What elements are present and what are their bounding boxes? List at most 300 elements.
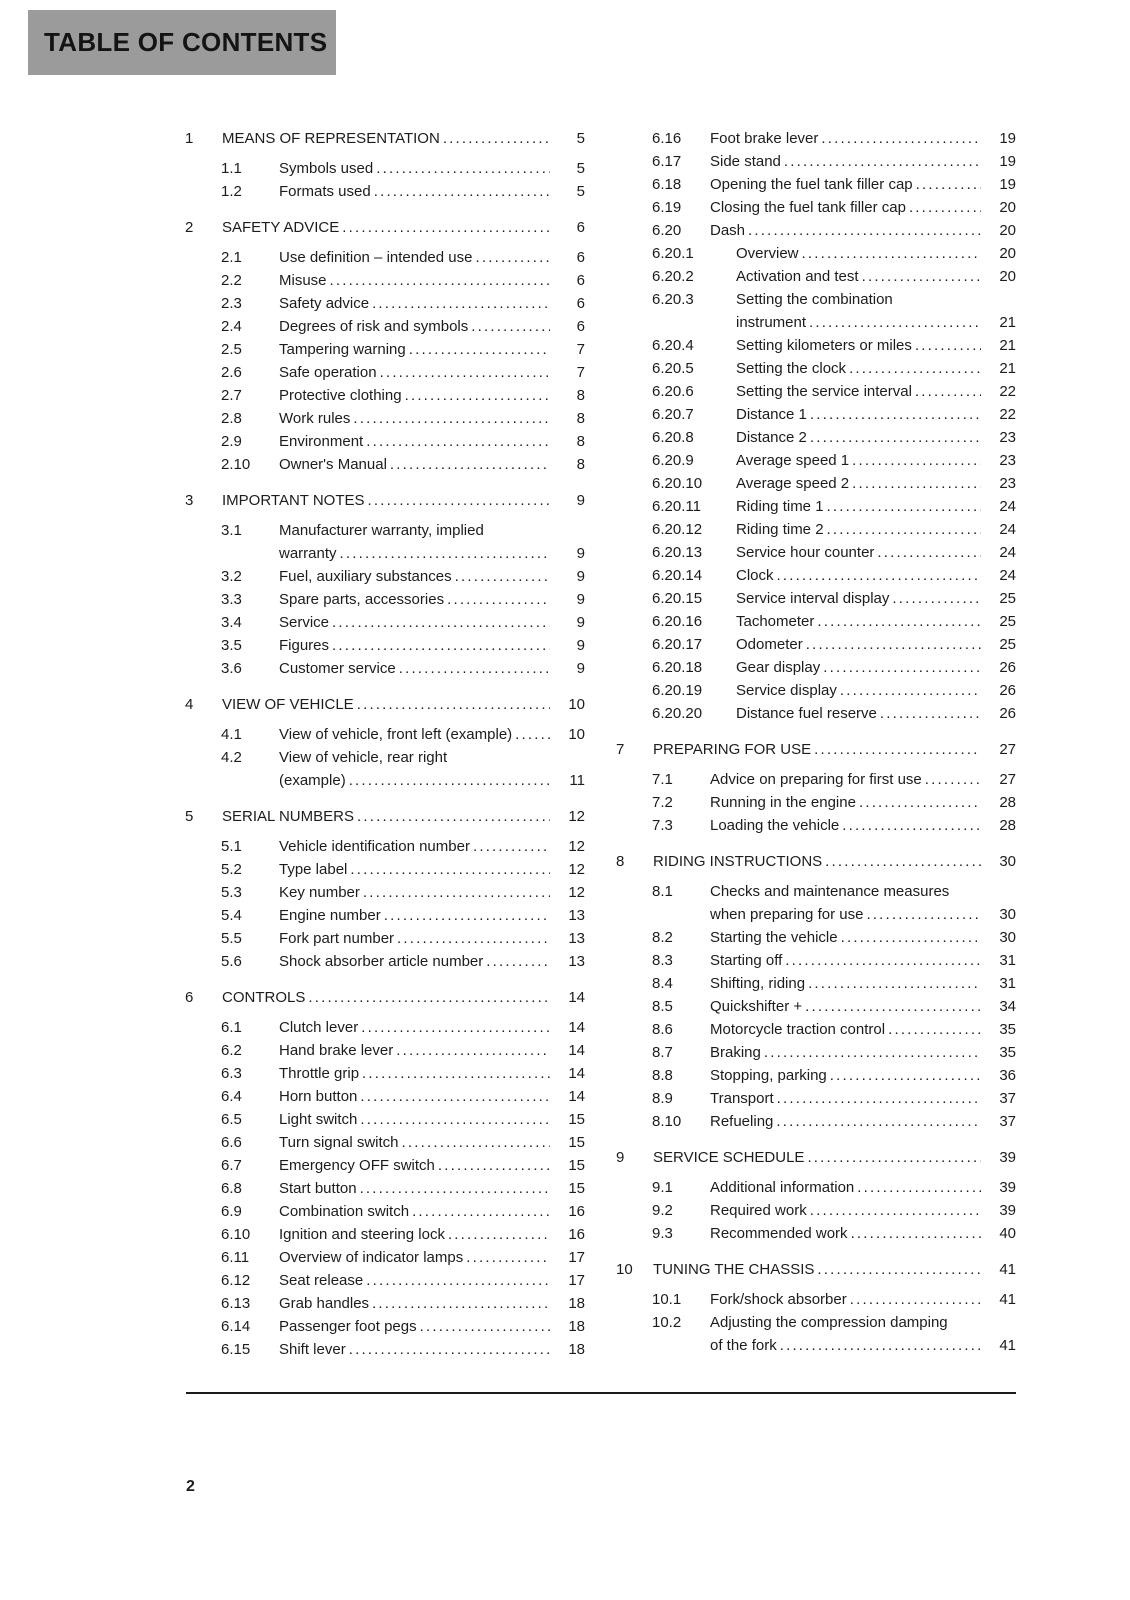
entry-title-block [222, 693, 585, 716]
entry-title: Start button [279, 1180, 357, 1197]
toc-section-entry [185, 1131, 585, 1154]
toc-chapter-entry [185, 216, 585, 239]
entry-title: Protective clothing [279, 387, 402, 404]
entry-page-number: 12 [568, 861, 585, 878]
entry-dot-leader [373, 157, 550, 180]
entry-last-line [736, 242, 1016, 265]
entry-page-number: 15 [568, 1157, 585, 1174]
entry-dot-leader [381, 904, 550, 927]
entry-page-number: 12 [568, 838, 585, 855]
entry-page-number: 41 [999, 1291, 1016, 1308]
entry-title-block [279, 1292, 585, 1315]
entry-dot-leader [838, 926, 981, 949]
entry-number: 6.20.10 [652, 475, 703, 492]
entry-page-number: 13 [568, 953, 585, 970]
entry-last-line [736, 472, 1016, 495]
entry-dot-leader [329, 634, 550, 657]
entry-page-number: 6 [576, 219, 585, 236]
toc-section-entry [616, 403, 1016, 426]
entry-last-line [279, 1131, 585, 1154]
entry-number: 10.2 [652, 1314, 682, 1331]
entry-title: warranty [279, 545, 337, 562]
entry-title-block [279, 1338, 585, 1361]
entry-title: Recommended work [710, 1225, 848, 1242]
entry-page-number: 30 [999, 853, 1016, 870]
entry-last-line [222, 805, 585, 828]
entry-title-block [736, 357, 1016, 380]
entry-page-number: 35 [999, 1021, 1016, 1038]
entry-number: 3 [185, 492, 194, 509]
entry-dot-leader [837, 679, 981, 702]
entry-page-number: 18 [568, 1318, 585, 1335]
entry-title: Fork/shock absorber [710, 1291, 847, 1308]
entry-title-block [653, 738, 1016, 761]
entry-last-line [736, 633, 1016, 656]
entry-number: 7 [616, 741, 625, 758]
entry-title: Odometer [736, 636, 803, 653]
entry-title: PREPARING FOR USE [653, 741, 812, 758]
entry-dot-leader [848, 1222, 981, 1245]
entry-dot-leader [782, 949, 981, 972]
entry-title: Setting the service interval [736, 383, 912, 400]
entry-title: View of vehicle, front left (example) [279, 726, 513, 743]
entry-dot-leader [369, 1292, 550, 1315]
entry-number: 8.2 [652, 929, 673, 946]
entry-title-block [710, 1110, 1016, 1133]
toc-section-entry [616, 472, 1016, 495]
entry-number: 8.8 [652, 1067, 673, 1084]
entry-title-block [736, 380, 1016, 403]
entry-dot-leader [912, 334, 981, 357]
entry-dot-leader [807, 426, 981, 449]
entry-last-line [736, 334, 1016, 357]
toc-section-entry [616, 334, 1016, 357]
entry-title: Transport [710, 1090, 774, 1107]
entry-dot-leader [745, 219, 981, 242]
entry-number: 6.20.6 [652, 383, 694, 400]
entry-title: Refueling [710, 1113, 774, 1130]
toc-section-entry [185, 338, 585, 361]
entry-title: SERVICE SCHEDULE [653, 1149, 805, 1166]
entry-last-line [279, 157, 585, 180]
toc-section-entry [616, 518, 1016, 541]
entry-last-line [279, 1269, 585, 1292]
entry-title-block [710, 972, 1016, 995]
entry-last-line [279, 769, 585, 792]
toc-column-left [185, 127, 585, 1361]
entry-last-line [710, 1288, 1016, 1311]
entry-title: Spare parts, accessories [279, 591, 445, 608]
entry-page-number: 6 [576, 272, 585, 289]
entry-page-number: 36 [999, 1067, 1016, 1084]
entry-last-line [736, 495, 1016, 518]
entry-page-number: 8 [576, 410, 585, 427]
entry-last-line [710, 1018, 1016, 1041]
entry-page-number: 23 [999, 475, 1016, 492]
toc-section-entry [185, 180, 585, 203]
entry-page-number: 8 [576, 387, 585, 404]
entry-title: Distance 1 [736, 406, 807, 423]
entry-dot-leader [804, 1146, 981, 1169]
entry-number: 6.20.5 [652, 360, 694, 377]
entry-title-block [710, 949, 1016, 972]
entry-title: Key number [279, 884, 360, 901]
entry-dot-leader [849, 449, 981, 472]
entry-last-line [279, 269, 585, 292]
entry-number: 8.4 [652, 975, 673, 992]
entry-last-line [279, 384, 585, 407]
toc-section-entry [616, 1176, 1016, 1199]
entry-number: 6.18 [652, 176, 682, 193]
entry-page-number: 9 [576, 637, 585, 654]
entry-number: 6.20.19 [652, 682, 703, 699]
entry-last-line [653, 850, 1016, 873]
entry-title: TUNING THE CHASSIS [653, 1261, 815, 1278]
entry-dot-leader [806, 311, 981, 334]
entry-page-number: 21 [999, 337, 1016, 354]
entry-title-line: View of vehicle, rear right [279, 749, 448, 766]
entry-page-number: 5 [576, 160, 585, 177]
toc-section-entry [616, 1018, 1016, 1041]
toc-section-entry [616, 679, 1016, 702]
entry-page-number: 21 [999, 360, 1016, 377]
entry-title: Throttle grip [279, 1065, 360, 1082]
entry-number: 6.9 [221, 1203, 242, 1220]
entry-dot-leader [399, 1131, 551, 1154]
entry-dot-leader [913, 173, 981, 196]
entry-title-block [279, 453, 585, 476]
entry-title-block [710, 995, 1016, 1018]
entry-number: 5.1 [221, 838, 242, 855]
entry-title-block [222, 127, 585, 150]
entry-number: 6.20.17 [652, 636, 703, 653]
entry-last-line [279, 1292, 585, 1315]
toc-section-entry [616, 426, 1016, 449]
entry-title: Fork part number [279, 930, 395, 947]
entry-dot-leader [799, 242, 981, 265]
entry-dot-leader [371, 180, 550, 203]
entry-number: 10.1 [652, 1291, 682, 1308]
entry-page-number: 19 [999, 153, 1016, 170]
entry-last-line [222, 216, 585, 239]
toc-section-entry [616, 972, 1016, 995]
entry-last-line [710, 814, 1016, 837]
entry-title-block [710, 1311, 1016, 1357]
entry-page-number: 9 [576, 614, 585, 631]
entry-last-line [736, 564, 1016, 587]
entry-title: Shift lever [279, 1341, 346, 1358]
entry-last-line [279, 1108, 585, 1131]
entry-title: Stopping, parking [710, 1067, 827, 1084]
entry-number: 6.15 [221, 1341, 251, 1358]
entry-last-line [279, 1154, 585, 1177]
entry-dot-leader [773, 1110, 981, 1133]
toc-section-entry [185, 384, 585, 407]
entry-title-block [653, 1146, 1016, 1169]
entry-dot-leader [774, 564, 981, 587]
entry-title-block [279, 881, 585, 904]
entry-dot-leader [406, 338, 550, 361]
entry-title-block [653, 850, 1016, 873]
entry-title-block [279, 1223, 585, 1246]
entry-dot-leader [369, 292, 550, 315]
entry-title: Average speed 2 [736, 475, 850, 492]
entry-last-line [736, 587, 1016, 610]
entry-page-number: 41 [999, 1337, 1016, 1354]
entry-number: 2.8 [221, 410, 242, 427]
entry-dot-leader [781, 150, 981, 173]
entry-title: Engine number [279, 907, 381, 924]
entry-title-block [279, 1269, 585, 1292]
entry-title: Misuse [279, 272, 327, 289]
entry-title: Light switch [279, 1111, 358, 1128]
entry-page-number: 18 [568, 1295, 585, 1312]
entry-title: Service display [736, 682, 837, 699]
entry-page-number: 34 [999, 998, 1016, 1015]
entry-last-line [279, 453, 585, 476]
entry-dot-leader [922, 768, 981, 791]
entry-last-line [710, 1110, 1016, 1133]
entry-last-line [279, 657, 585, 680]
page-header [28, 10, 336, 75]
entry-page-number: 30 [999, 929, 1016, 946]
toc-section-entry [616, 380, 1016, 403]
entry-last-line [279, 723, 585, 746]
entry-title-block [710, 1041, 1016, 1064]
entry-page-number: 5 [576, 183, 585, 200]
entry-last-line [653, 1146, 1016, 1169]
entry-title-block [710, 150, 1016, 173]
entry-number: 8.3 [652, 952, 673, 969]
entry-page-number: 39 [999, 1149, 1016, 1166]
entry-last-line [222, 489, 585, 512]
entry-last-line [736, 265, 1016, 288]
entry-page-number: 9 [576, 660, 585, 677]
entry-dot-leader [877, 702, 981, 725]
entry-last-line [736, 380, 1016, 403]
entry-last-line [279, 315, 585, 338]
toc-section-entry [185, 1016, 585, 1039]
toc-section-entry [616, 495, 1016, 518]
entry-number: 1.1 [221, 160, 242, 177]
toc-section-entry [185, 1292, 585, 1315]
entry-title-block [710, 127, 1016, 150]
toc-section-entry [185, 315, 585, 338]
entry-last-line [279, 950, 585, 973]
entry-last-line [279, 588, 585, 611]
entry-dot-leader [803, 633, 981, 656]
toc-section-entry [185, 519, 585, 565]
entry-title-block [279, 1131, 585, 1154]
entry-last-line [736, 449, 1016, 472]
entry-dot-leader [472, 246, 550, 269]
toc-section-entry [616, 949, 1016, 972]
entry-number: 5.5 [221, 930, 242, 947]
toc-section-entry [616, 1110, 1016, 1133]
entry-title: Average speed 1 [736, 452, 850, 469]
entry-number: 8.5 [652, 998, 673, 1015]
entry-number: 9.2 [652, 1202, 673, 1219]
footer-divider [186, 1392, 1016, 1394]
entry-last-line [279, 292, 585, 315]
entry-title: Ignition and steering lock [279, 1226, 445, 1243]
toc-section-entry [616, 242, 1016, 265]
entry-dot-leader [305, 986, 550, 1009]
toc-section-entry [185, 292, 585, 315]
entry-dot-leader [824, 495, 981, 518]
entry-page-number: 9 [576, 591, 585, 608]
entry-title-block [710, 219, 1016, 242]
entry-last-line [279, 180, 585, 203]
entry-last-line [279, 904, 585, 927]
entry-title: VIEW OF VEHICLE [222, 696, 354, 713]
entry-number: 6.20 [652, 222, 682, 239]
entry-page-number: 17 [568, 1249, 585, 1266]
entry-title: Side stand [710, 153, 781, 170]
entry-dot-leader [912, 380, 981, 403]
entry-last-line [736, 357, 1016, 380]
entry-number: 8.10 [652, 1113, 682, 1130]
entry-number: 5.3 [221, 884, 242, 901]
toc-section-entry [616, 265, 1016, 288]
entry-title-block [279, 657, 585, 680]
entry-number: 6.20.8 [652, 429, 694, 446]
entry-title-block [279, 1246, 585, 1269]
entry-page-number: 25 [999, 590, 1016, 607]
entry-number: 6.20.9 [652, 452, 694, 469]
entry-title-block [279, 407, 585, 430]
entry-title-block [736, 610, 1016, 633]
toc-section-entry [185, 657, 585, 680]
entry-title: Gear display [736, 659, 821, 676]
entry-title-block [736, 449, 1016, 472]
entry-title-line: Setting the combination [736, 291, 893, 308]
entry-page-number: 37 [999, 1090, 1016, 1107]
entry-page-number: 7 [576, 341, 585, 358]
entry-number: 6.3 [221, 1065, 242, 1082]
entry-number: 6.13 [221, 1295, 251, 1312]
entry-title: Hand brake lever [279, 1042, 394, 1059]
entry-number: 5.2 [221, 861, 242, 878]
entry-last-line [710, 1087, 1016, 1110]
entry-number: 8.1 [652, 883, 673, 900]
toc-chapter-entry [185, 693, 585, 716]
entry-dot-leader [329, 611, 550, 634]
entry-title: Work rules [279, 410, 351, 427]
entry-dot-leader [377, 361, 550, 384]
entry-title-block [279, 723, 585, 746]
entry-title-block [736, 587, 1016, 610]
entry-title: Quickshifter + [710, 998, 803, 1015]
entry-number: 10 [616, 1261, 633, 1278]
entry-page-number: 16 [568, 1203, 585, 1220]
entry-page-number: 39 [999, 1179, 1016, 1196]
toc-section-entry [616, 449, 1016, 472]
entry-title: Symbols used [279, 160, 374, 177]
entry-dot-leader [820, 656, 981, 679]
entry-last-line [736, 610, 1016, 633]
toc-section-entry [185, 881, 585, 904]
entry-title: instrument [736, 314, 807, 331]
entry-page-number: 17 [568, 1272, 585, 1289]
toc-section-entry [185, 1246, 585, 1269]
entry-dot-leader [814, 610, 981, 633]
entry-title: Seat release [279, 1272, 364, 1289]
toc-section-entry [616, 791, 1016, 814]
entry-last-line [710, 949, 1016, 972]
entry-dot-leader [777, 1334, 981, 1357]
entry-page-number: 35 [999, 1044, 1016, 1061]
entry-title: MEANS OF REPRESENTATION [222, 130, 440, 147]
entry-title-block [279, 634, 585, 657]
entry-page-number: 11 [569, 772, 585, 789]
entry-number: 3.4 [221, 614, 242, 631]
entry-title: Setting kilometers or miles [736, 337, 912, 354]
toc-section-entry [185, 269, 585, 292]
entry-last-line [279, 1039, 585, 1062]
entry-last-line [710, 791, 1016, 814]
entry-title: Passenger foot pegs [279, 1318, 417, 1335]
entry-title-block [710, 1222, 1016, 1245]
entry-last-line [279, 1200, 585, 1223]
entry-page-number: 16 [568, 1226, 585, 1243]
entry-number: 6 [185, 989, 194, 1006]
toc-section-entry [616, 1311, 1016, 1357]
entry-title: Degrees of risk and symbols [279, 318, 469, 335]
entry-title: Emergency OFF switch [279, 1157, 435, 1174]
toc-section-entry [185, 246, 585, 269]
entry-page-number: 26 [999, 659, 1016, 676]
entry-title-line: Adjusting the compression damping [710, 1314, 948, 1331]
toc-section-entry [616, 995, 1016, 1018]
entry-title: Customer service [279, 660, 396, 677]
entry-title-block [736, 288, 1016, 334]
entry-dot-leader [363, 430, 550, 453]
entry-title: Overview [736, 245, 799, 262]
toc-section-entry [185, 430, 585, 453]
entry-page-number: 24 [999, 498, 1016, 515]
entry-last-line [279, 1177, 585, 1200]
entry-page-number: 26 [999, 705, 1016, 722]
entry-title: Required work [710, 1202, 807, 1219]
toc-section-entry [185, 746, 585, 792]
toc-section-entry [185, 565, 585, 588]
toc-chapter-entry [185, 986, 585, 1009]
entry-number: 6.17 [652, 153, 682, 170]
entry-title: Safe operation [279, 364, 377, 381]
entry-title: Braking [710, 1044, 761, 1061]
toc-section-entry [616, 219, 1016, 242]
entry-number: 6.20.20 [652, 705, 703, 722]
entry-title: Motorcycle traction control [710, 1021, 886, 1038]
entry-title-block [279, 950, 585, 973]
entry-title-block [710, 1176, 1016, 1199]
toc-section-entry [616, 814, 1016, 837]
entry-title-block [736, 564, 1016, 587]
entry-title-block [279, 927, 585, 950]
entry-page-number: 10 [568, 696, 585, 713]
entry-number: 9.3 [652, 1225, 673, 1242]
entry-last-line [279, 634, 585, 657]
entry-title-block [279, 384, 585, 407]
entry-last-line [279, 1246, 585, 1269]
toc-section-entry [185, 1200, 585, 1223]
entry-number: 5.6 [221, 953, 242, 970]
toc-section-entry [185, 1223, 585, 1246]
entry-title: Vehicle identification number [279, 838, 470, 855]
entry-title-block [736, 633, 1016, 656]
toc-section-entry [185, 611, 585, 634]
